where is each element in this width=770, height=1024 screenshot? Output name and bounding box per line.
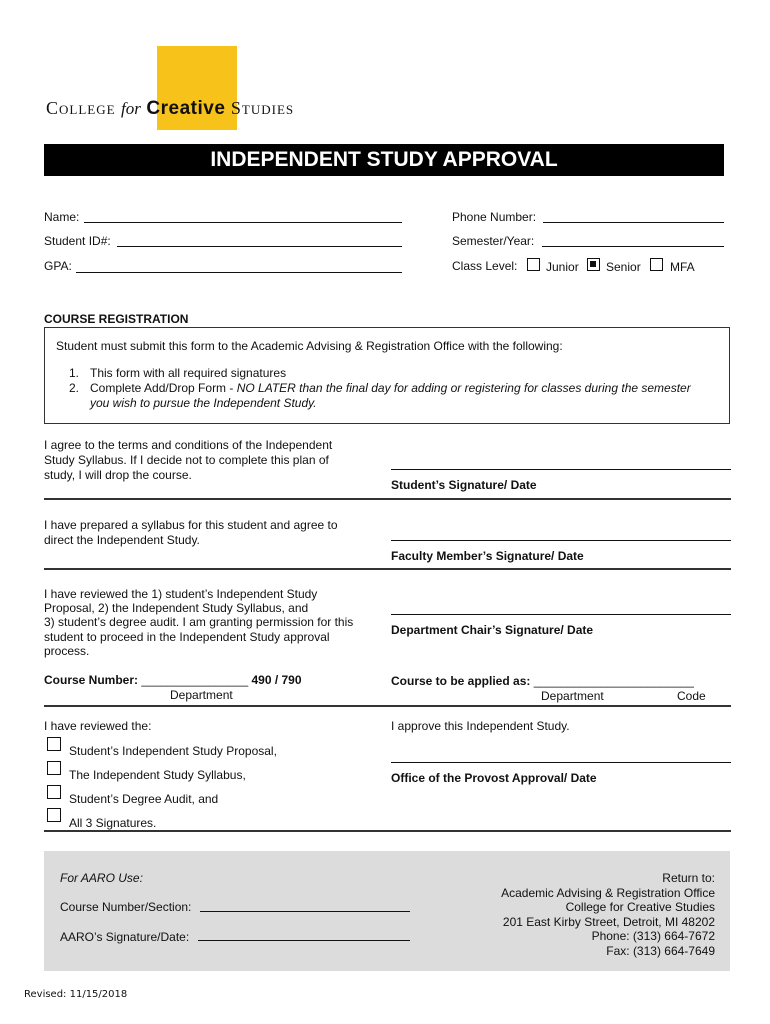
aaro-course-section-field[interactable]: [200, 911, 410, 912]
mfa-label: MFA: [670, 260, 695, 274]
course-number-suffix: 490 / 790: [251, 673, 302, 687]
course-number-row: [44, 673, 302, 687]
student-id-label: Student ID#:: [44, 234, 111, 248]
course-applied-row: [391, 674, 694, 688]
aaro-signature-field[interactable]: [198, 940, 410, 941]
senior-label: Senior: [606, 260, 641, 274]
course-applied-department: Department: [541, 689, 604, 703]
return-phone: Phone: (313) 664-7672: [591, 929, 715, 943]
class-level-label: Class Level:: [452, 259, 518, 273]
return-address-line: 201 East Kirby Street, Detroit, MI 48202: [502, 914, 715, 929]
section-divider: [44, 568, 731, 570]
item2-italic: NO LATER than the final day for adding or registering for classes during the semester: [236, 381, 691, 395]
syllabus-label: The Independent Study Syllabus,: [69, 768, 246, 782]
student-signature-label: Student’s Signature/ Date: [391, 478, 537, 492]
student-agree-line2: Study Syllabus. If I decide not to complete this plan of: [44, 453, 329, 467]
degree-audit-checkbox[interactable]: [47, 785, 61, 799]
section-divider: [44, 498, 731, 500]
proposal-label: Student’s Independent Study Proposal,: [69, 744, 277, 758]
course-number-field[interactable]: ________________: [141, 673, 249, 687]
junior-checkbox[interactable]: [527, 258, 540, 271]
return-to: Return to:: [662, 871, 715, 885]
return-address: [440, 871, 715, 958]
approve-text: I approve this Independent Study.: [391, 719, 570, 733]
item2-plain: Complete Add/Drop Form -: [90, 381, 237, 395]
name-label: Name:: [44, 210, 80, 224]
instructions-item1-num: 1.: [69, 366, 80, 380]
faculty-agree-line2: direct the Independent Study.: [44, 533, 200, 547]
gpa-label: GPA:: [44, 259, 72, 273]
aaro-title: For AARO Use:: [60, 871, 143, 885]
signatures-checkbox[interactable]: [47, 808, 61, 822]
return-office: Academic Advising & Registration Office: [501, 885, 715, 900]
logo-creative-word: Creative: [146, 98, 226, 119]
revised-date: Revised: 11/15/2018: [24, 989, 128, 1000]
reviewed-label: I have reviewed the:: [44, 719, 152, 733]
instructions-item2: [90, 381, 691, 395]
logo-studies-word: Studies: [230, 98, 295, 118]
logo-college-word: College: [46, 98, 116, 118]
section-divider: [44, 705, 731, 707]
chair-line5: process.: [44, 644, 90, 658]
name-field[interactable]: [84, 222, 402, 223]
chair-line1: I have reviewed the 1) student’s Independent Study: [44, 587, 318, 601]
chair-line2: Proposal, 2) the Independent Study Syllabus, and: [44, 601, 309, 615]
mfa-checkbox[interactable]: [650, 258, 663, 271]
course-registration-heading: COURSE REGISTRATION: [44, 312, 189, 326]
chair-signature-label: Department Chair’s Signature/ Date: [391, 623, 594, 637]
provost-signature-line[interactable]: [391, 762, 731, 763]
chair-line3: 3) student’s degree audit. I am granting permission for this: [44, 615, 354, 629]
syllabus-checkbox[interactable]: [47, 761, 61, 775]
chair-line4: student to proceed in the Independent Study approval: [44, 630, 330, 644]
logo-for-word: for: [121, 99, 141, 118]
course-applied-label: Course to be applied as:: [391, 674, 531, 688]
chair-signature-line[interactable]: [391, 614, 731, 615]
section-divider: [44, 830, 731, 832]
degree-audit-label: Student’s Degree Audit, and: [69, 792, 219, 806]
course-applied-field[interactable]: ________________________: [533, 674, 694, 688]
gpa-field[interactable]: [76, 272, 402, 273]
student-agree-line1: I agree to the terms and conditions of the Independent: [44, 438, 333, 452]
phone-label: Phone Number:: [452, 210, 537, 224]
faculty-signature-label: Faculty Member’s Signature/ Date: [391, 549, 584, 563]
provost-signature-label: Office of the Provost Approval/ Date: [391, 771, 597, 785]
phone-field[interactable]: [543, 222, 724, 223]
semester-label: Semester/Year:: [452, 234, 535, 248]
student-agree-line3: study, I will drop the course.: [44, 468, 192, 482]
course-applied-code: Code: [677, 689, 706, 703]
student-id-field[interactable]: [117, 246, 402, 247]
course-number-label: Course Number:: [44, 673, 139, 687]
form-title: INDEPENDENT STUDY APPROVAL: [44, 144, 724, 176]
semester-field[interactable]: [542, 246, 724, 247]
senior-checkbox[interactable]: [587, 258, 600, 271]
faculty-signature-line[interactable]: [391, 540, 731, 541]
instructions-item1: This form with all required signatures: [90, 366, 287, 380]
faculty-agree-line1: I have prepared a syllabus for this student and agree to: [44, 518, 338, 532]
signatures-label: All 3 Signatures.: [69, 816, 157, 830]
proposal-checkbox[interactable]: [47, 737, 61, 751]
student-signature-line[interactable]: [391, 469, 731, 470]
college-logo: [46, 98, 294, 120]
instructions-item2-num: 2.: [69, 381, 80, 395]
return-fax: Fax: (313) 664-7649: [606, 943, 715, 958]
junior-label: Junior: [546, 260, 579, 274]
aaro-course-section-label: Course Number/Section:: [60, 900, 192, 914]
course-number-department: Department: [170, 688, 233, 702]
return-college: College for Creative Studies: [565, 900, 715, 914]
instructions-item2-cont: you wish to pursue the Independent Study.: [90, 396, 317, 410]
instructions-intro: Student must submit this form to the Academic Advising & Registration Office with the following:: [56, 339, 563, 353]
aaro-signature-label: AARO’s Signature/Date:: [60, 930, 190, 944]
